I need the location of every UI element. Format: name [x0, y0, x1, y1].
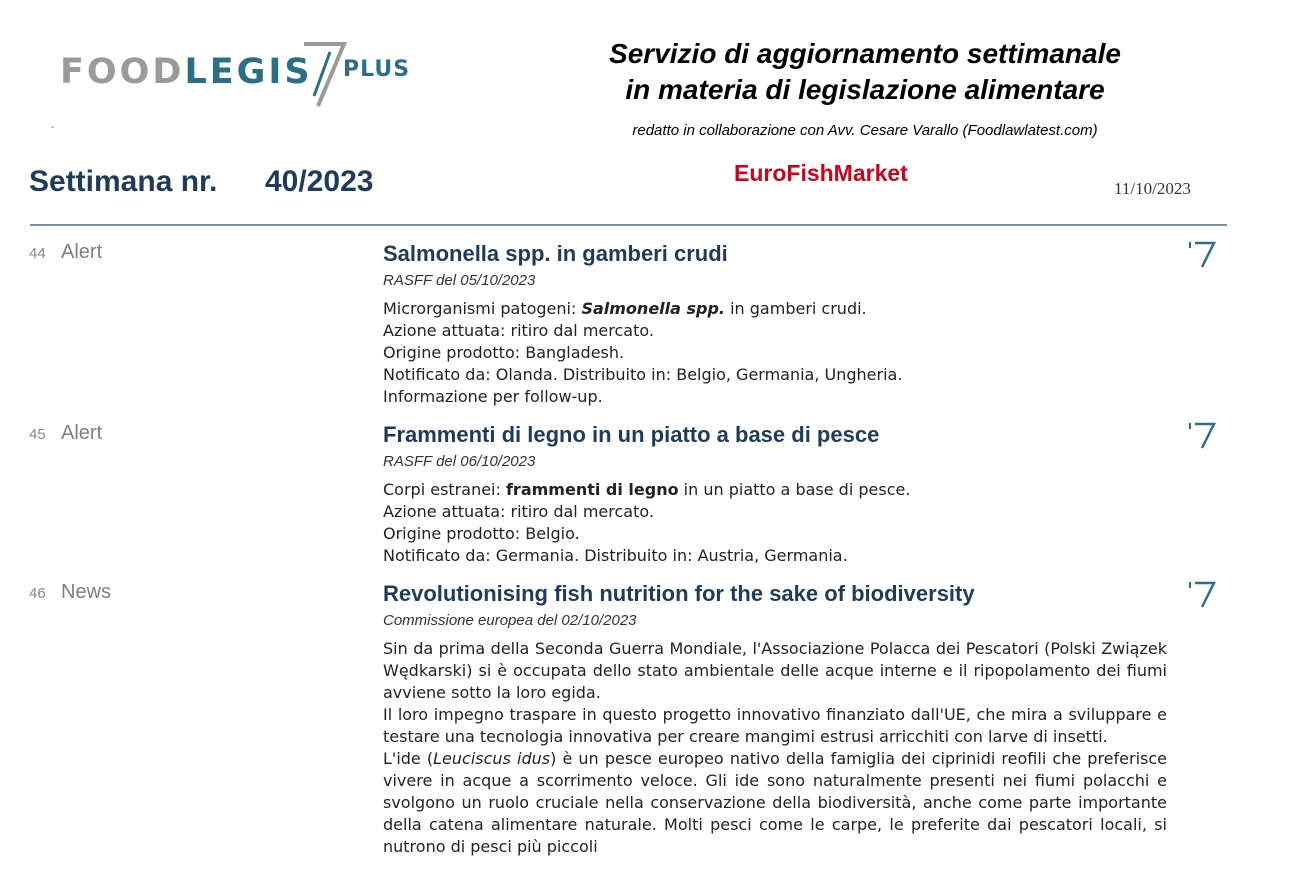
week-number: 40/2023	[265, 165, 374, 198]
body-line: Azione attuata: ritiro dal mercato.	[383, 321, 654, 340]
logo-food-text: FOOD	[60, 52, 185, 92]
body-emphasis: Leuciscus idus	[433, 749, 551, 768]
entry-number: 45	[29, 426, 46, 443]
entry-source: RASFF del 05/10/2023	[383, 272, 536, 289]
entry-title-link[interactable]: Frammenti di legno in un piatto a base di pesce	[383, 422, 880, 447]
body-line: Notificato da: Olanda. Distribuito in: Belgio, Germania, Ungheria.	[383, 365, 903, 384]
entry-body	[383, 638, 1167, 858]
body-text: L'ide (	[383, 749, 434, 768]
entry-source: RASFF del 06/10/2023	[383, 453, 536, 470]
entry-category: News	[61, 581, 112, 603]
body-text: in un piatto a base di pesce.	[678, 480, 911, 499]
header-divider	[30, 224, 1227, 226]
body-paragraph: Sin da prima della Seconda Guerra Mondiale, l'Associazione Polacca dei Pescatori (Polski Związek Wędkarski) si è occupata dello stato ambientale delle acque interne e il ripopolamento dei fiumi avviene sotto la loro egida.	[383, 639, 1167, 702]
body-paragraph: Il loro impegno traspare in questo progetto innovativo finanziato dall'UE, che mira a sviluppare e testare una tecnologia innovativa per creare mangimi estrusi arricchiti con larve di insetti.	[383, 705, 1167, 746]
logo-wordmark	[60, 52, 313, 92]
body-emphasis: frammenti di legno	[505, 480, 679, 499]
body-text: Corpi estranei:	[383, 480, 506, 499]
body-line	[383, 298, 1167, 320]
body-line: Notificato da: Germania. Distribuito in: Austria, Germania.	[383, 546, 848, 565]
entry-number: 46	[29, 585, 46, 602]
body-emphasis: Salmonella spp.	[581, 299, 726, 318]
foodlegis-seven-icon[interactable]	[1187, 580, 1217, 608]
week-label: Settimana nr.	[29, 165, 218, 198]
body-text: ) è un pesce europeo nativo della famiglia dei ciprinidi reofili che preferisce vivere in acque a scorrimento veloce. Gli ide sono naturalmente presenti nei fiumi polacchi e svolgono un ruolo cruciale nella conservazione della biodiversità, anche come parte importante della catena alimentare naturale. Molti pesci come le carpe, le preferite dai pescatori locali, si nutrono di pesci più piccoli	[383, 749, 1167, 856]
body-text: in gamberi crudi.	[725, 299, 867, 318]
service-title	[540, 36, 1190, 108]
body-line: Origine prodotto: Bangladesh.	[383, 343, 625, 362]
body-line: Informazione per follow-up.	[383, 387, 603, 406]
body-text: Microrganismi patogeni:	[383, 299, 582, 318]
header-dash: -	[51, 122, 55, 133]
foodlegis-seven-icon[interactable]	[1187, 240, 1217, 268]
body-line: Origine prodotto: Belgio.	[383, 524, 580, 543]
entry-number: 44	[29, 245, 46, 262]
issue-date: 11/10/2023	[1114, 179, 1191, 198]
foodlegis-plus-logo	[60, 40, 420, 110]
body-paragraph	[383, 748, 1167, 858]
foodlegis-seven-icon[interactable]	[1187, 421, 1217, 449]
brand-name: EuroFishMarket	[734, 160, 908, 186]
body-line: Azione attuata: ritiro dal mercato.	[383, 502, 654, 521]
entry-title-link[interactable]: Salmonella spp. in gamberi crudi	[383, 241, 728, 266]
service-subtitle: redatto in collaborazione con Avv. Cesare Varallo (Foodlawlatest.com)	[632, 122, 1098, 139]
service-title-line-2: in materia di legislazione alimentare	[625, 74, 1105, 105]
entry-body	[383, 298, 1167, 408]
entry-category: Alert	[61, 422, 103, 444]
logo-legis-text: LEGIS	[184, 52, 313, 92]
entry-category: Alert	[61, 241, 103, 263]
entry-title-link[interactable]: Revolutionising fish nutrition for the sake of biodiversity	[383, 581, 975, 606]
body-line	[383, 479, 1167, 501]
entry-source: Commissione europea del 02/10/2023	[383, 612, 637, 629]
logo-plus-text: PLUS	[343, 57, 411, 82]
service-title-line-1: Servizio di aggiornamento settimanale	[609, 38, 1121, 69]
entry-body	[383, 479, 1167, 567]
